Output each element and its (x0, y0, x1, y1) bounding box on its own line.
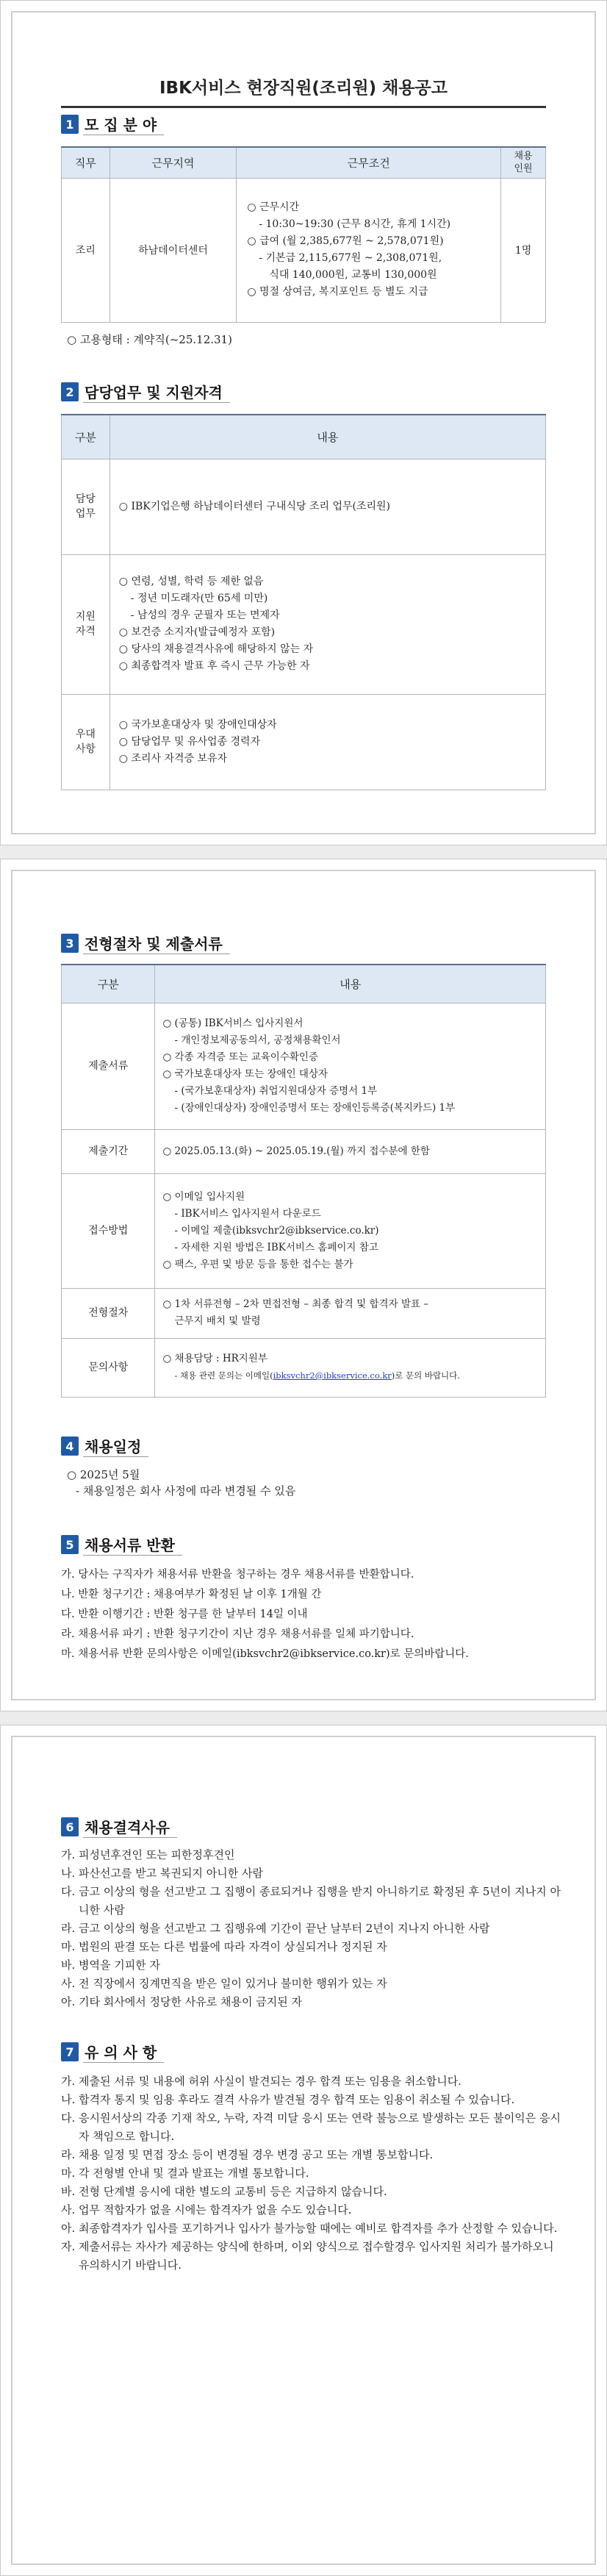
selection-line: 근무지 배치 및 발령 (174, 1315, 261, 1327)
list-item: 사. 업무 적합자가 없을 시에는 합격자가 없을 수도 있습니다. (61, 2203, 352, 2217)
list-item: 다. 반환 이행기간 : 반환 청구를 한 날부터 14일 이내 (61, 1609, 308, 1620)
inquiry-line: ○ 채용담당 : HR지원부 (162, 1353, 267, 1364)
label-line: 우대 (75, 729, 96, 740)
header-location: 근무지역 (109, 147, 236, 178)
row-label-selection: 전형절차 (62, 1288, 155, 1338)
header-content: 내용 (109, 415, 545, 459)
label-line: 사항 (75, 743, 96, 755)
preference-line: ○ 담당업무 및 유사업종 경력자 (118, 735, 261, 748)
inquiry-text: )로 문의 바랍니다. (391, 1370, 460, 1381)
section-disqualifications (61, 1817, 177, 1837)
section-number-2: 2 (61, 382, 79, 401)
list-item: 바. 병역을 기피한 자 (61, 1958, 161, 1972)
row-label-qualification (62, 554, 110, 694)
list-item: 나. 파산선고를 받고 복권되지 아니한 사람 (61, 1867, 263, 1880)
document-line: - (국가보훈대상자) 취업지원대상자 증명서 1부 (174, 1085, 378, 1097)
list-item: 다. 금고 이상의 형을 선고받고 그 집행이 종료되거나 집행을 받지 아니하기로 확정된 후 5년이 지나지 아니한 사람 (61, 1885, 561, 1917)
cell-job: 조리 (62, 178, 110, 322)
document-line: ○ 국가보훈대상자 또는 장애인 대상자 (162, 1068, 328, 1080)
cell-selection (155, 1288, 546, 1338)
row-label-documents: 제출서류 (62, 1003, 155, 1129)
disqualification-list (61, 1846, 561, 2011)
label-line: 지원 (75, 611, 96, 623)
method-line: - IBK서비스 입사지원서 다운로드 (174, 1207, 321, 1220)
cell-duty (109, 459, 545, 554)
qualification-line: ○ 보건증 소지자(발급예정자 포함) (118, 626, 276, 638)
notice-page-3 (0, 1725, 607, 2576)
cell-inquiry (155, 1338, 546, 1397)
qualification-line: ○ 최종합격자 발표 후 즉시 근무 가능한 자 (118, 660, 310, 672)
section-title: 유 의 사 항 (83, 2041, 164, 2063)
header-category: 구분 (62, 965, 155, 1003)
notice-page-2 (0, 859, 607, 1711)
section-title: 채용서류 반환 (83, 1534, 182, 1556)
section-duties-qualifications (61, 382, 230, 402)
document-line: - 개인정보제공동의서, 공정채용확인서 (174, 1034, 341, 1046)
notice-page-1 (0, 0, 607, 845)
qualification-line: ○ 당사의 채용결격사유에 해당하지 않는 자 (118, 643, 314, 655)
section-recruitment-field (61, 114, 164, 135)
list-item: 아. 기타 회사에서 정당한 사유로 채용이 금지된 자 (61, 1995, 302, 2008)
section-document-return (61, 1534, 182, 1555)
list-item: 마. 법원의 판결 또는 다른 법률에 따라 자격이 상실되거나 정지된 자 (61, 1940, 387, 1953)
label-line: 담당 (75, 493, 96, 505)
section-number-1: 1 (61, 115, 79, 134)
notice-list (61, 2072, 561, 2275)
duties-table (61, 414, 546, 790)
cell-count: 1명 (501, 178, 546, 322)
row-label-period: 제출기간 (62, 1129, 155, 1173)
section-title: 채용결격사유 (83, 1816, 177, 1838)
cell-conditions (237, 178, 501, 322)
list-item: 마. 각 전형별 안내 및 결과 발표는 개별 통보합니다. (61, 2167, 309, 2180)
qualification-line: - 정년 미도래자(만 65세 미만) (130, 593, 268, 604)
schedule-line: ○ 2025년 5월 (67, 1468, 140, 1481)
condition-line: 식대 140,000원, 교통비 130,000원 (269, 269, 437, 281)
cell-documents (155, 1003, 546, 1129)
inquiry-text: - 채용 관련 문의는 이메일( (174, 1370, 273, 1381)
process-table (61, 964, 546, 1398)
header-category: 구분 (62, 415, 110, 459)
list-item: 라. 금고 이상의 형을 선고받고 그 집행유예 기간이 끝난 날부터 2년이 지나지 아니한 사람 (61, 1922, 490, 1935)
method-line: ○ 팩스, 우편 및 방문 등을 통한 접수는 불가 (162, 1258, 353, 1270)
section-notices (61, 2042, 164, 2062)
list-item: 라. 채용서류 파기 : 반환 청구기간이 지난 경우 채용서류를 일체 파기합니다. (61, 1628, 414, 1640)
qualification-line: ○ 연령, 성별, 학력 등 제한 없음 (118, 576, 264, 587)
document-line: ○ 각종 자격증 또는 교육이수확인증 (162, 1051, 319, 1063)
preference-line: ○ 조리사 자격증 보유자 (118, 752, 228, 765)
preference-line: ○ 국가보훈대상자 및 장애인대상자 (118, 718, 277, 731)
cell-period (155, 1129, 546, 1173)
section-number-6: 6 (61, 1817, 79, 1836)
cell-qualification (109, 554, 545, 694)
list-item: 사. 전 직장에서 징계면직을 받은 일이 있거나 불미한 행위가 있는 자 (61, 1977, 387, 1990)
section-title: 전형절차 및 제출서류 (83, 932, 230, 954)
condition-line: ○ 명절 상여금, 복지포인트 등 별도 지급 (247, 286, 428, 298)
inquiry-email-link[interactable]: ibksvchr2@ibkservice.co.kr (273, 1370, 392, 1381)
list-item: 바. 전형 단계별 응시에 대한 별도의 교통비 등은 지급하지 않습니다. (61, 2185, 387, 2198)
list-item: 가. 제출된 서류 및 내용에 허위 사실이 발견되는 경우 합격 또는 임용을 취소합니다. (61, 2075, 461, 2088)
method-line: ○ 이메일 입사지원 (162, 1190, 245, 1203)
section-number-7: 7 (61, 2042, 79, 2061)
row-label-inquiry: 문의사항 (62, 1338, 155, 1397)
document-line: ○ (공통) IBK서비스 입사지원서 (162, 1017, 304, 1029)
employment-type: ○ 고용형태 : 계약직(~25.12.31) (67, 333, 232, 346)
list-item: 나. 반환 청구기간 : 채용여부가 확정된 날 이후 1개월 간 (61, 1589, 322, 1600)
section-schedule (61, 1436, 148, 1456)
method-line: - 자세한 지원 방법은 IBK서비스 홈페이지 참고 (174, 1241, 378, 1253)
section-title: 모 집 분 야 (83, 113, 164, 135)
header-content: 내용 (155, 965, 546, 1003)
label-line: 자격 (75, 626, 96, 637)
schedule-line: - 채용일정은 회사 사정에 따라 변경될 수 있음 (76, 1484, 296, 1498)
section-title: 담당업무 및 지원자격 (83, 381, 230, 403)
header-conditions: 근무조건 (237, 147, 501, 178)
section-process-documents (61, 933, 230, 954)
list-item: 라. 채용 일정 및 면접 장소 등이 변경될 경우 변경 공고 또는 개별 통보합니다. (61, 2148, 434, 2161)
label-line: 업무 (75, 508, 96, 520)
header-count-line-1: 채용 (514, 151, 533, 162)
cell-preference (109, 694, 545, 790)
qualification-line: - 남성의 경우 군필자 또는 면제자 (130, 609, 280, 621)
list-item: 나. 합격자 통지 및 임용 후라도 결격 사유가 발견될 경우 합격 또는 임용이 취소될 수 있습니다. (61, 2093, 515, 2106)
section-number-3: 3 (61, 934, 79, 953)
return-list (61, 1565, 561, 1664)
section-title: 채용일정 (83, 1435, 148, 1457)
period-line: ○ 2025.05.13.(화) ~ 2025.05.19.(월) 까지 접수분에 한함 (162, 1145, 430, 1157)
document-title: IBK서비스 현장직원(조리원) 채용공고 (61, 74, 546, 108)
list-item: 마. 채용서류 반환 문의사항은 이메일(ibksvchr2@ibkservice.co.kr)로 문의바랍니다. (61, 1648, 469, 1660)
condition-line: - 기본급 2,115,677원 ~ 2,308,071원, (259, 252, 442, 264)
list-item: 아. 최종합격자가 입사를 포기하거나 입사가 불가능할 때에는 예비로 합격자를 추가 산정할 수 있습니다. (61, 2222, 558, 2235)
row-label-duty (62, 459, 110, 554)
list-item: 다. 응시원서상의 각종 기재 착오, 누락, 자격 미달 응시 또는 연락 불능으로 발생하는 모든 불이익은 응시자 책임으로 합니다. (61, 2111, 561, 2143)
header-count-line-2: 인원 (514, 163, 533, 175)
condition-line: ○ 급여 (월 2,385,677원 ~ 2,578,071원) (247, 235, 444, 247)
section-number-5: 5 (61, 1535, 79, 1554)
schedule-block (67, 1467, 295, 1499)
condition-line: ○ 근무시간 (247, 201, 300, 213)
row-label-preference (62, 694, 110, 790)
duty-line: ○ IBK기업은행 하남데이터센터 구내식당 조리 업무(조리원) (118, 500, 390, 512)
cell-method (155, 1173, 546, 1288)
method-line: - 이메일 제출(ibksvchr2@ibkservice.co.kr) (174, 1224, 379, 1237)
list-item: 가. 피성년후견인 또는 피한정후견인 (61, 1848, 235, 1861)
section-number-4: 4 (61, 1437, 79, 1456)
selection-line: ○ 1차 서류전형 – 2차 면접전형 – 최종 합격 및 합격자 발표 – (162, 1298, 429, 1310)
document-line: - (장애인대상자) 장애인증명서 또는 장애인등록증(복지카드) 1부 (174, 1102, 456, 1114)
row-label-method: 접수방법 (62, 1173, 155, 1288)
condition-line: - 10:30~19:30 (근무 8시간, 휴게 1시간) (259, 218, 451, 230)
inquiry-line (162, 1367, 538, 1384)
cell-location: 하남데이터센터 (109, 178, 236, 322)
list-item: 가. 당사는 구직자가 채용서류 반환을 청구하는 경우 채용서류를 반환합니다. (61, 1569, 414, 1581)
header-job: 직무 (62, 147, 110, 178)
header-count (501, 147, 546, 178)
recruitment-table (61, 146, 546, 323)
list-item: 자. 제출서류는 자사가 제공하는 양식에 한하며, 이외 양식으로 접수할경우 입사지원 처리가 불가하오니 유의하시기 바랍니다. (61, 2240, 554, 2272)
